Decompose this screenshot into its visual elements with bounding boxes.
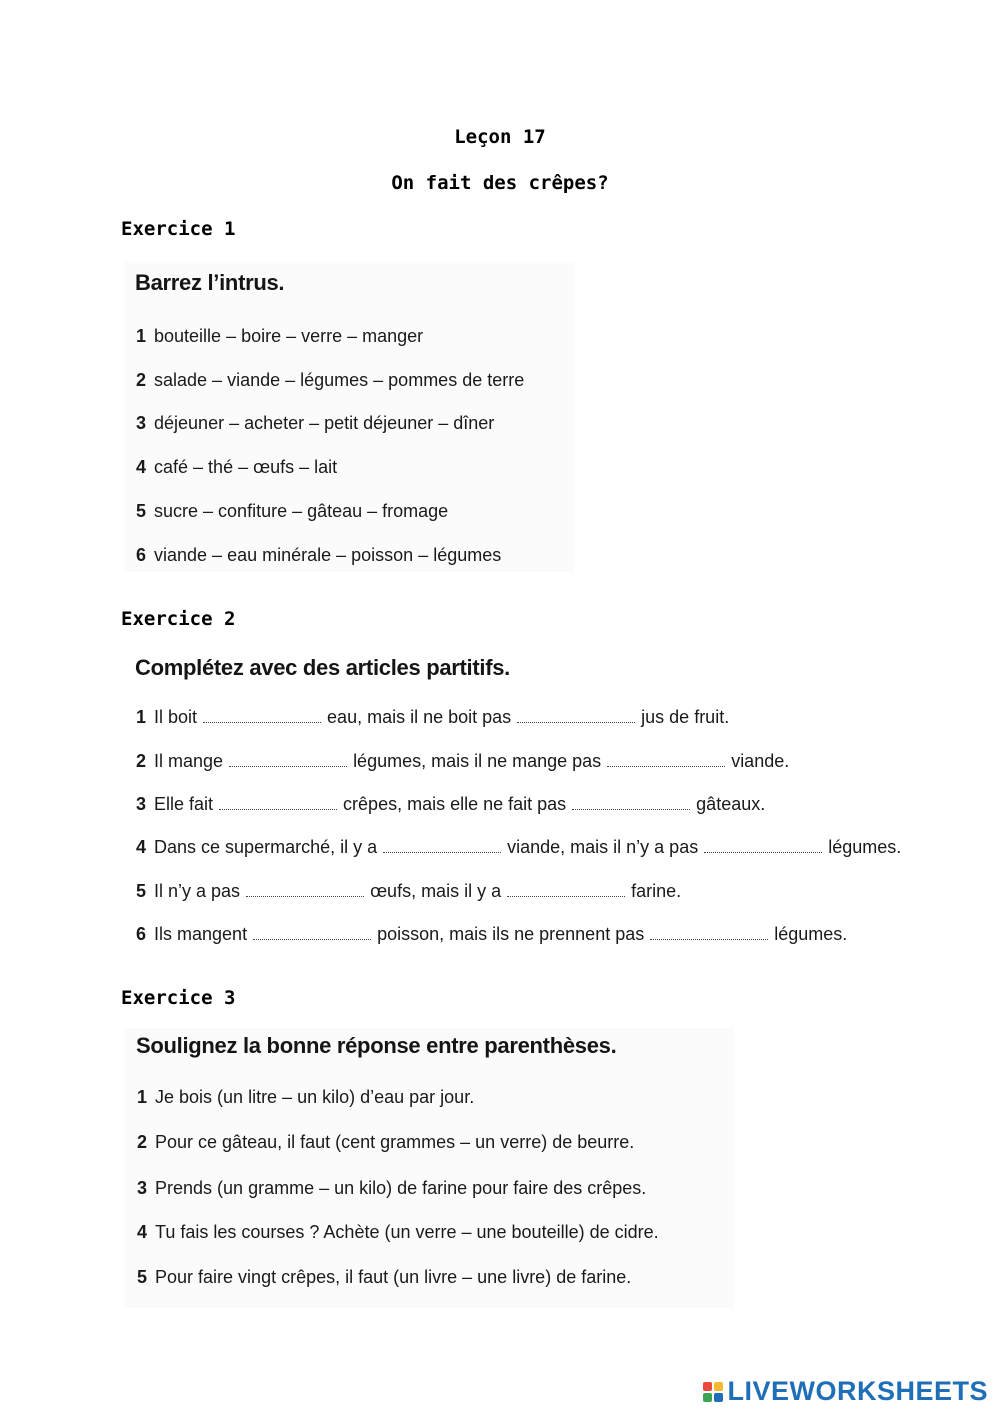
list-item <box>137 1132 634 1153</box>
item-text-end: légumes. <box>828 837 902 857</box>
answer-blank[interactable] <box>383 838 501 853</box>
item-text-end: farine. <box>631 881 682 901</box>
list-item <box>136 707 729 728</box>
item-text-end: gâteaux. <box>696 794 766 814</box>
answer-blank[interactable] <box>704 838 822 853</box>
answer-blank[interactable] <box>253 925 371 940</box>
list-item <box>137 1267 631 1288</box>
item-number: 3 <box>136 794 147 814</box>
item-text-middle: œufs, mais il y a <box>370 881 502 901</box>
item-text-middle: eau, mais il ne boit pas <box>327 707 512 727</box>
exercise-3-label: Exercice 3 <box>121 987 236 1009</box>
item-text-middle: viande, mais il n’y a pas <box>507 837 699 857</box>
item-text-end: viande. <box>731 751 790 771</box>
liveworksheets-logo <box>703 1376 988 1407</box>
item-number: 6 <box>136 924 147 944</box>
list-item <box>137 1178 646 1199</box>
list-item <box>136 794 765 815</box>
item-number: 2 <box>137 1132 148 1152</box>
item-number: 3 <box>137 1178 148 1198</box>
list-item <box>137 1222 659 1243</box>
item-number: 1 <box>136 707 147 727</box>
list-item <box>136 457 337 478</box>
item-text-end: jus de fruit. <box>641 707 730 727</box>
list-item <box>136 501 448 522</box>
exercise-1-label: Exercice 1 <box>121 218 236 240</box>
answer-blank[interactable] <box>246 882 364 897</box>
logo-mark-icon <box>703 1382 723 1402</box>
item-number: 4 <box>137 1222 148 1242</box>
answer-blank[interactable] <box>203 708 321 723</box>
item-text: déjeuner – acheter – petit déjeuner – dîner <box>154 413 495 433</box>
answer-blank[interactable] <box>229 752 347 767</box>
exercise-2-label: Exercice 2 <box>121 608 236 630</box>
answer-blank[interactable] <box>507 882 625 897</box>
item-text-start: Elle fait <box>154 794 214 814</box>
list-item <box>137 1087 474 1108</box>
list-item <box>136 837 901 858</box>
item-number: 2 <box>136 751 147 771</box>
list-item <box>136 370 524 391</box>
exercise-3-block <box>124 1028 734 1308</box>
item-text-start: Il mange <box>154 751 224 771</box>
item-text[interactable]: Pour ce gâteau, il faut (cent grammes – un verre) de beurre. <box>155 1132 635 1152</box>
logo-square-1 <box>703 1382 712 1391</box>
answer-blank[interactable] <box>607 752 725 767</box>
item-number: 3 <box>136 413 147 433</box>
exercise-1-heading: Barrez l’intrus. <box>135 270 285 295</box>
item-text[interactable]: Tu fais les courses ? Achète (un verre – une bouteille) de cidre. <box>155 1222 659 1242</box>
item-text-start: Ils mangent <box>154 924 248 944</box>
item-number: 5 <box>136 501 147 521</box>
item-number: 5 <box>137 1267 148 1287</box>
answer-blank[interactable] <box>650 925 768 940</box>
list-item <box>136 545 501 566</box>
exercise-2-heading: Complétez avec des articles partitifs. <box>135 655 510 680</box>
item-number: 5 <box>136 881 147 901</box>
item-number: 4 <box>136 837 147 857</box>
list-item <box>136 751 789 772</box>
item-text-middle: poisson, mais ils ne prennent pas <box>377 924 645 944</box>
item-number: 2 <box>136 370 147 390</box>
lesson-title: On fait des crêpes? <box>391 172 609 194</box>
item-text-middle: légumes, mais il ne mange pas <box>353 751 602 771</box>
item-text-end: légumes. <box>774 924 848 944</box>
list-item <box>136 413 494 434</box>
item-number: 1 <box>136 326 147 346</box>
item-text[interactable]: Pour faire vingt crêpes, il faut (un livre – une livre) de farine. <box>155 1267 632 1287</box>
logo-square-2 <box>714 1382 723 1391</box>
item-text[interactable]: Prends (un gramme – un kilo) de farine pour faire des crêpes. <box>155 1178 647 1198</box>
logo-square-4 <box>714 1393 723 1402</box>
list-item <box>136 924 847 945</box>
item-text-start: Il n’y a pas <box>154 881 241 901</box>
list-item <box>136 881 681 902</box>
exercise-3-heading: Soulignez la bonne réponse entre parenthèses. <box>136 1033 617 1058</box>
answer-blank[interactable] <box>517 708 635 723</box>
list-item <box>136 326 423 347</box>
answer-blank[interactable] <box>572 795 690 810</box>
logo-square-3 <box>703 1393 712 1402</box>
item-text-middle: crêpes, mais elle ne fait pas <box>343 794 567 814</box>
item-text: bouteille – boire – verre – manger <box>154 326 424 346</box>
logo-text: LIVEWORKSHEETS <box>727 1376 988 1406</box>
item-text: café – thé – œufs – lait <box>154 457 338 477</box>
item-text: salade – viande – légumes – pommes de terre <box>154 370 525 390</box>
item-number: 1 <box>137 1087 148 1107</box>
lesson-number: Leçon 17 <box>454 126 546 148</box>
item-text: viande – eau minérale – poisson – légumes <box>154 545 502 565</box>
item-text-start: Dans ce supermarché, il y a <box>154 837 378 857</box>
item-text: sucre – confiture – gâteau – fromage <box>154 501 449 521</box>
answer-blank[interactable] <box>219 795 337 810</box>
item-number: 4 <box>136 457 147 477</box>
item-text-start: Il boit <box>154 707 198 727</box>
item-number: 6 <box>136 545 147 565</box>
item-text[interactable]: Je bois (un litre – un kilo) d’eau par jour. <box>155 1087 475 1107</box>
